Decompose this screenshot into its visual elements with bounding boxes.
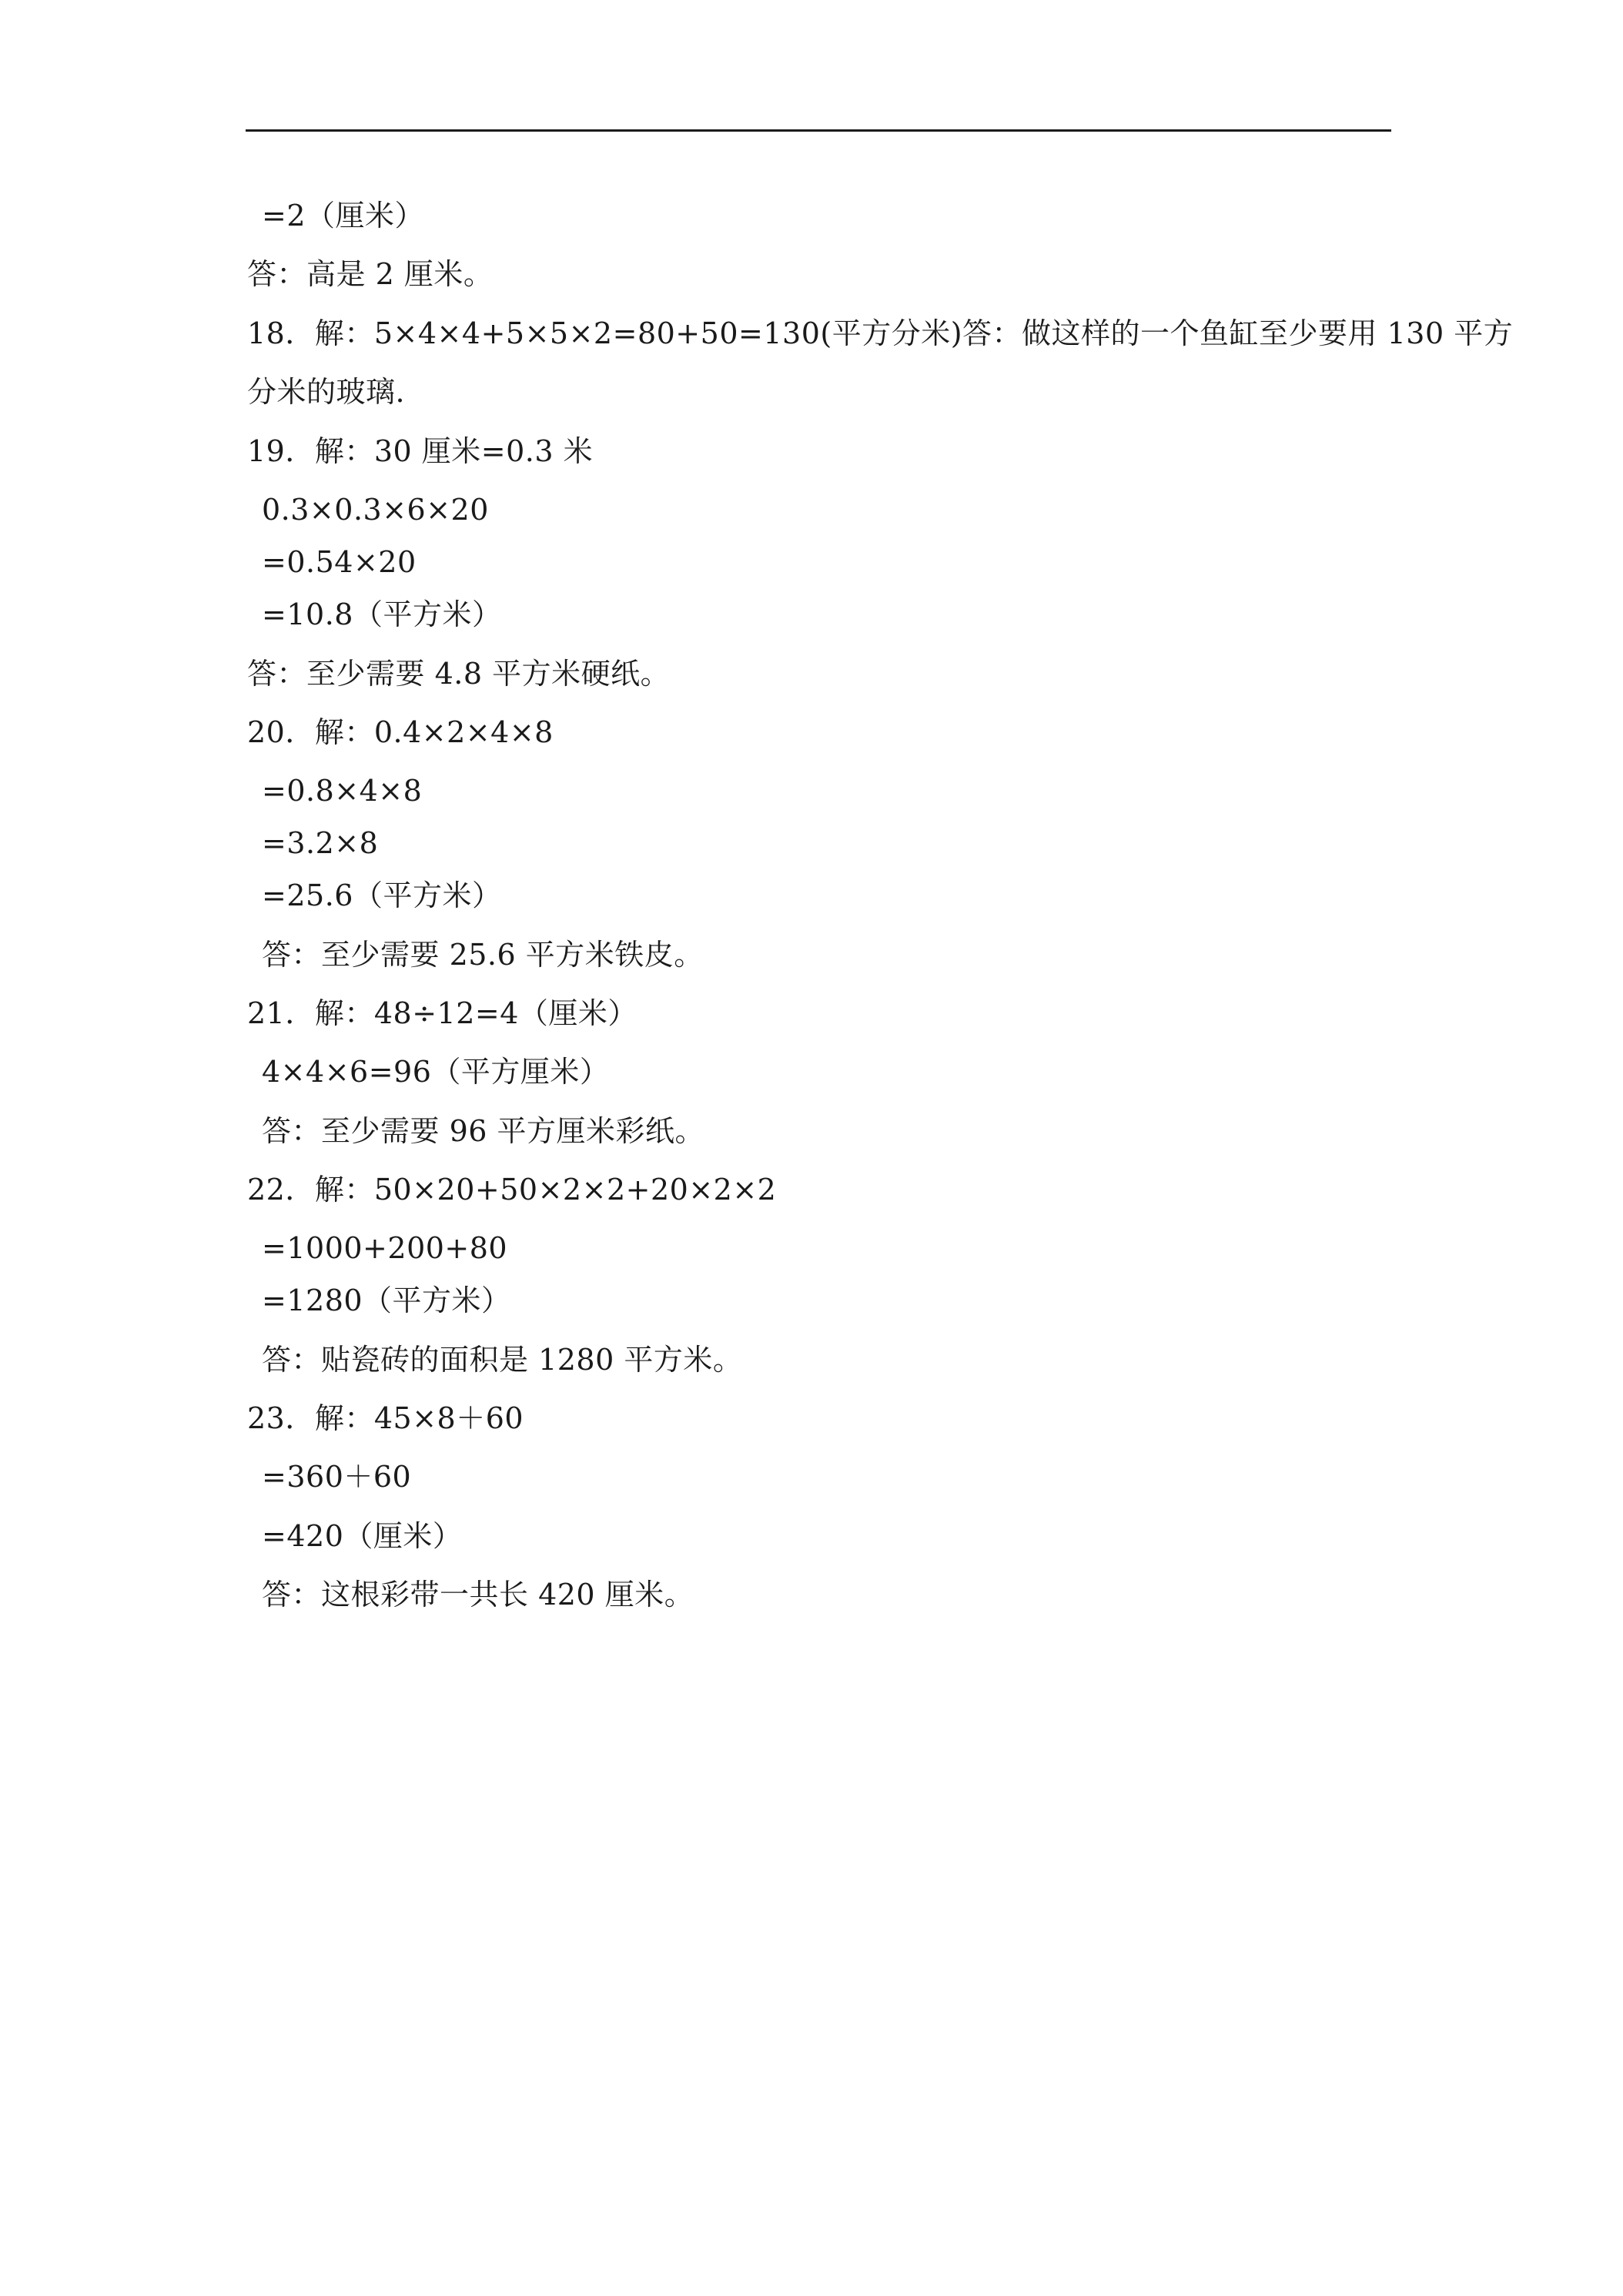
text-line: 答：高是 2 厘米。 [247, 257, 494, 291]
text-line: 4×4×6=96（平方厘米） [262, 1055, 610, 1089]
text-line: 答：至少需要 96 平方厘米彩纸。 [262, 1114, 705, 1148]
problem-19-line: 19．解：30 厘米=0.3 米 [247, 434, 594, 468]
text-line: =3.2×8 [262, 826, 379, 860]
text-line: =0.54×20 [262, 545, 417, 579]
text-line: =0.8×4×8 [262, 774, 423, 808]
text-line: =360＋60 [262, 1460, 412, 1494]
text-line: =1280（平方米） [262, 1284, 511, 1317]
problem-23-line: 23．解：45×8＋60 [247, 1401, 524, 1435]
text-line: =25.6（平方米） [262, 879, 502, 912]
text-line: 答：这根彩带一共长 420 厘米。 [262, 1578, 694, 1612]
header-rule [246, 129, 1391, 132]
text-line: 答：贴瓷砖的面积是 1280 平方米。 [262, 1343, 743, 1377]
text-line: 0.3×0.3×6×20 [262, 493, 489, 527]
text-line: =420（厘米） [262, 1519, 463, 1553]
text-line: 答：至少需要 4.8 平方米硬纸。 [247, 657, 671, 691]
text-line: =2（厘米） [262, 199, 425, 233]
problem-20-line: 20．解：0.4×2×4×8 [247, 715, 554, 749]
text-line: =1000+200+80 [262, 1231, 508, 1265]
problem-18-line: 18．解：5×4×4+5×5×2=80+50=130(平方分米)答：做这样的一个鱼缸至少要用 130 平方 [247, 316, 1514, 350]
text-line: 答：至少需要 25.6 平方米铁皮。 [262, 938, 704, 972]
text-line: =10.8（平方米） [262, 597, 502, 631]
text-line: 分米的玻璃. [247, 375, 406, 409]
problem-22-line: 22．解：50×20+50×2×2+20×2×2 [247, 1173, 777, 1207]
problem-21-line: 21．解：48÷12=4（厘米） [247, 996, 637, 1030]
